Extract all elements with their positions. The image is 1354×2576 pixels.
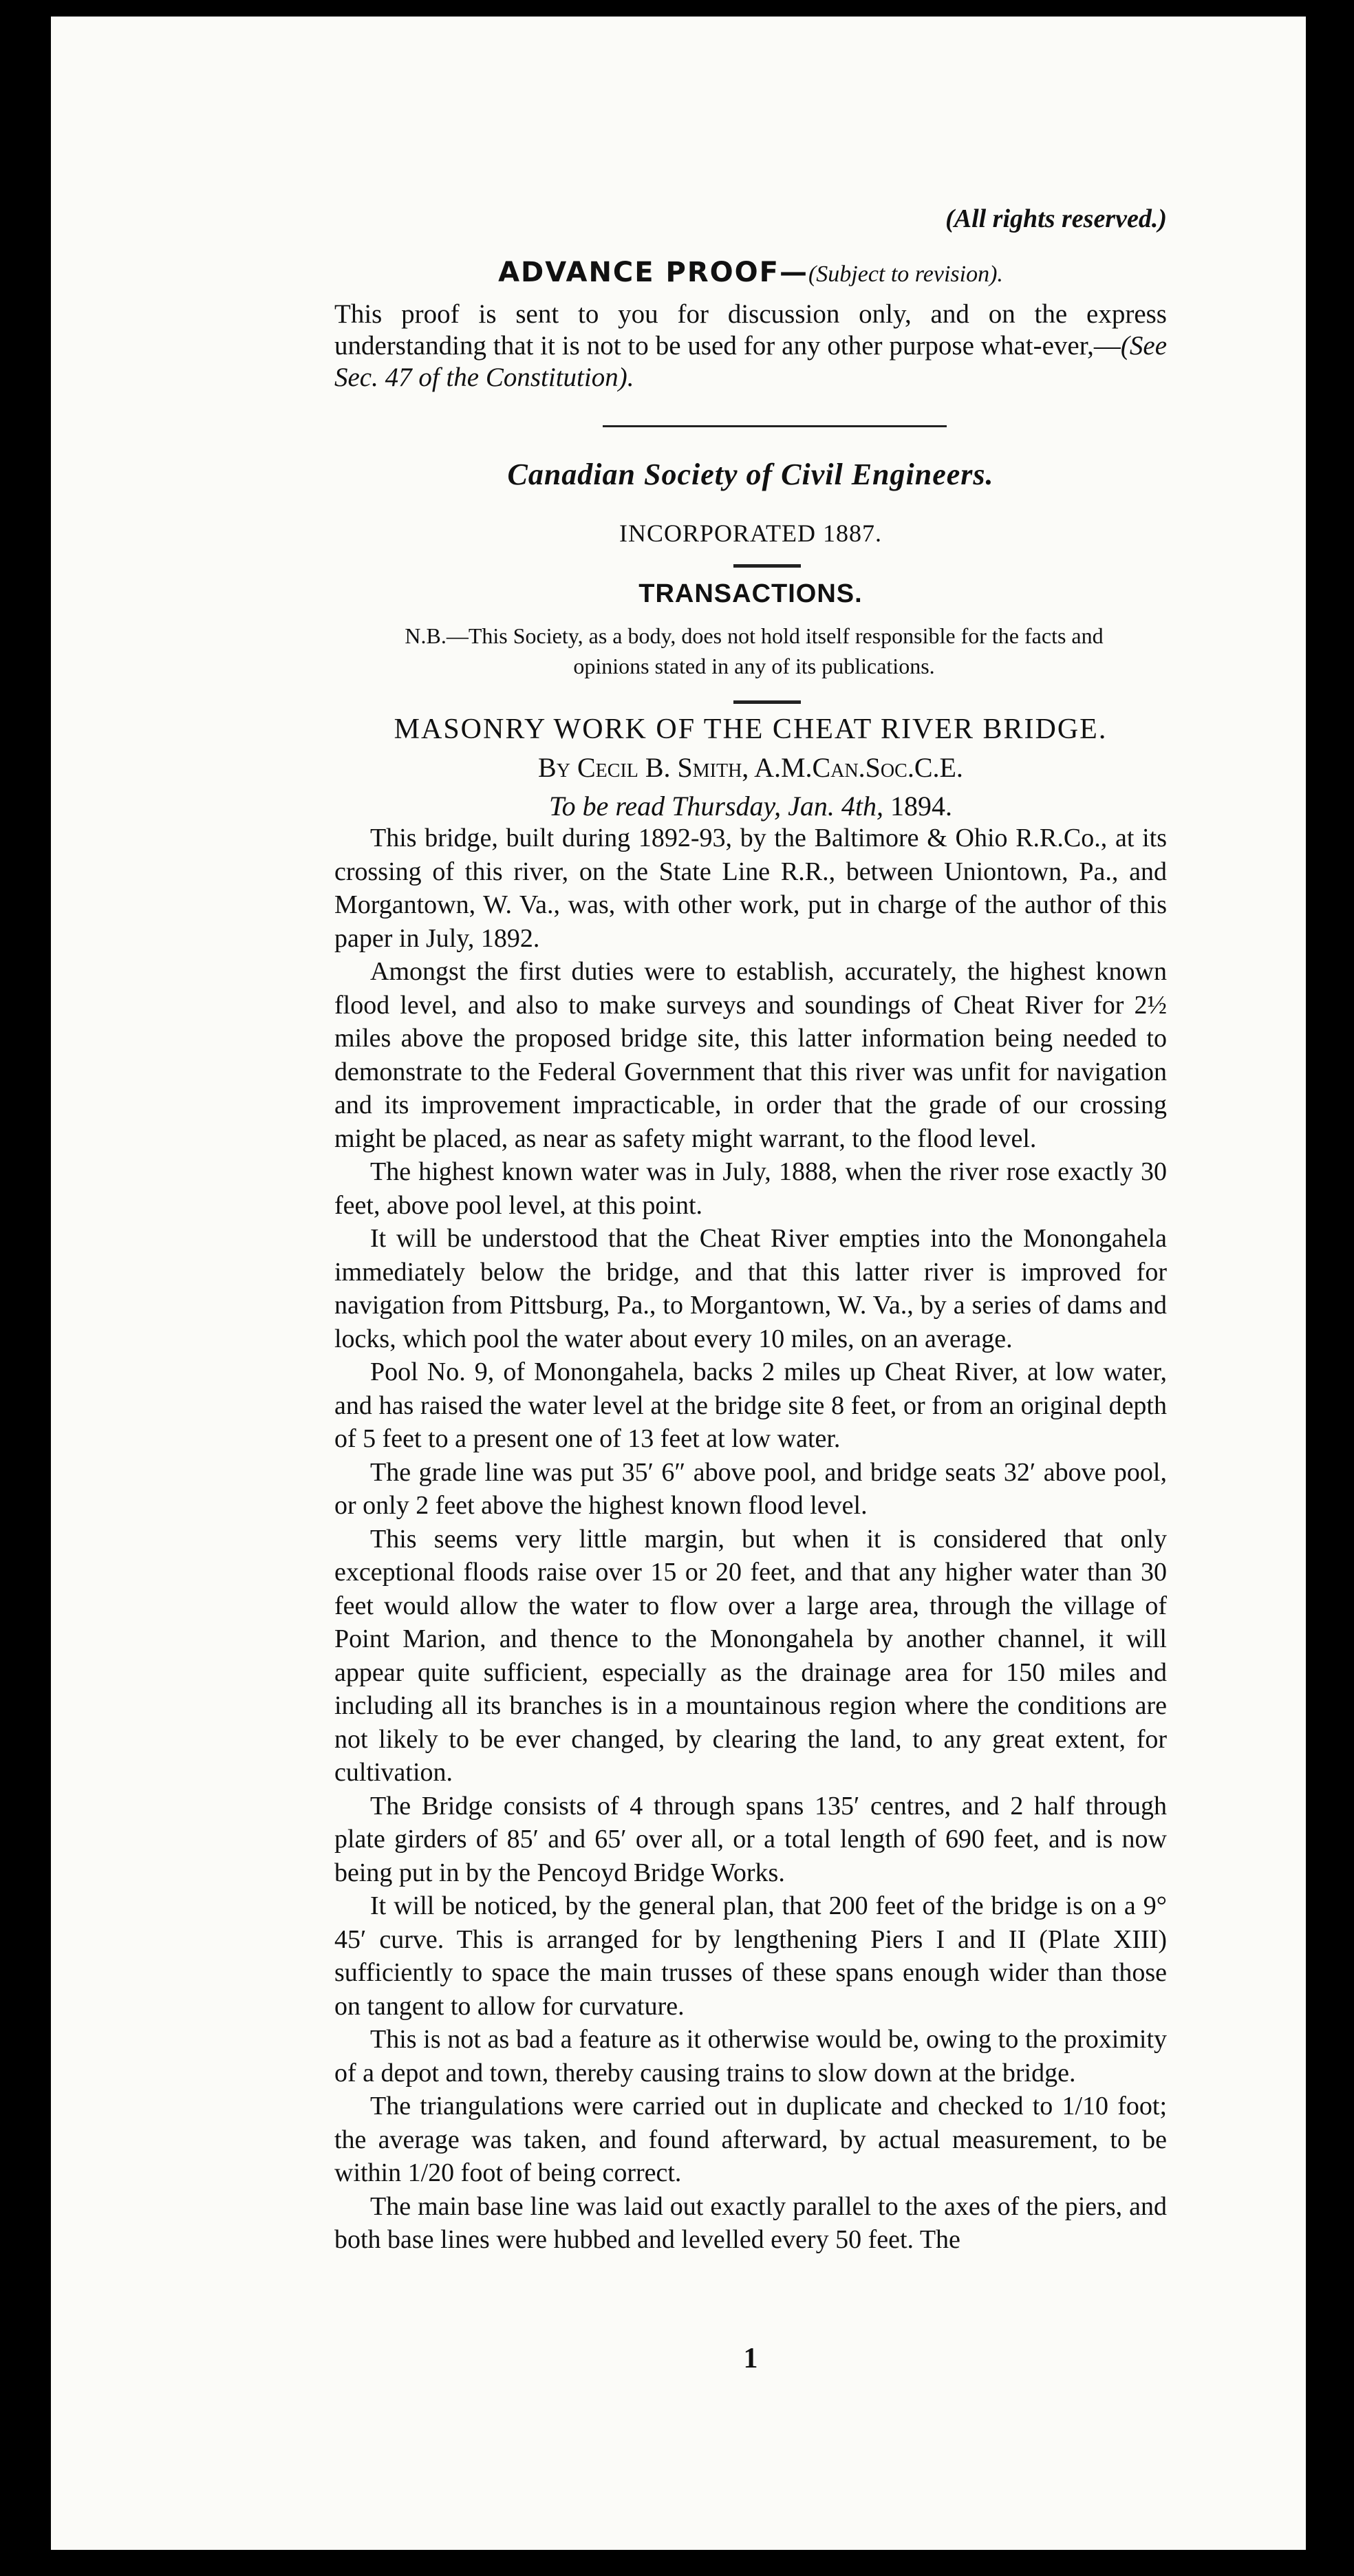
reading-date-prefix: To be read Thursday, Jan. 4th,: [549, 791, 883, 822]
paragraph: Pool No. 9, of Monongahela, backs 2 miles up Cheat River, at low water, and has raised the water level at the bridge site 8 feet, or from an original depth of 5 feet to a present one of 13 feet at low water.: [334, 1357, 1167, 1453]
paragraph: This seems very little margin, but when it is considered that only exceptional floods raise over 15 or 20 feet, and that any higher water than 30 feet would allow the water to flow over a large area, through the village of Point Marion, and thence to the Monongahela by another channel, it will appear quite sufficient, especially as the drainage area for 150 miles and including all its branches is in a mountainous region where the conditions are not likely to be ever changed, by clearing the land, to any great extent, for cultivation.: [334, 1524, 1167, 1787]
advance-proof-heading: [334, 256, 1167, 288]
article-body: [334, 822, 1167, 2257]
divider-rule: [603, 425, 947, 427]
paragraph: The Bridge consists of 4 through spans 135′ centres, and 2 half through plate girders of 85′ and 65′ over all, or a total length of 690 feet, and is now being put in by the Pencoyd Bridge Works.: [334, 1791, 1167, 1887]
paragraph: The grade line was put 35′ 6″ above pool, and bridge seats 32′ above pool, or only 2 feet above the highest known flood level.: [334, 1457, 1167, 1520]
constitution-reference: (See Sec. 47 of the Constitution).: [334, 331, 1167, 392]
paragraph: Amongst the first duties were to establish, accurately, the highest known flood level, and also to make surveys and soundings of Cheat River for 2½ miles above the proposed bridge site, this latter information being needed to demonstrate to the Federal Government that this river was unfit for navigation and its improvement impracticable, in order that the grade of our crossing might be placed, as near as safety might warrant, to the flood level.: [334, 957, 1167, 1153]
reading-date: [334, 790, 1167, 822]
rights-notice: (All rights reserved.): [945, 204, 1167, 233]
transactions-heading: TRANSACTIONS.: [638, 579, 863, 608]
short-rule: [733, 700, 801, 704]
advance-proof-label: ADVANCE PROOF—: [498, 257, 808, 288]
society-disclaimer: N.B.—This Society, as a body, does not hold itself responsible for the facts and opinions stated in any of its publications.: [405, 623, 1104, 678]
paragraph: It will be noticed, by the general plan, that 200 feet of the bridge is on a 9° 45′ curve. This is arranged for by lengthening Piers I and II (Plate XIII) sufficiently to space the main trusses of these spans enough wider than those on tangent to allow for curvature.: [334, 1891, 1167, 2021]
proof-notice-text: This proof is sent to you for discussion only, and on the express understanding that it is not to be used for any other purpose what-ever,—: [334, 299, 1167, 361]
paragraph: It will be understood that the Cheat River empties into the Monongahela immediately below the bridge, and that this latter river is improved for navigation from Pittsburg, Pa., to Morgantown, W. Va., by a series of dams and locks, which pool the water about every 10 miles, on an average.: [334, 1224, 1167, 1353]
paragraph: This bridge, built during 1892-93, by the Baltimore & Ohio R.R.Co., at its crossing of this river, on the State Line R.R., between Uniontown, Pa., and Morgantown, W. Va., was, with other work, put in charge of the author of this paper in July, 1892.: [334, 824, 1167, 953]
article-byline: By Cecil B. Smith, A.M.Can.Soc.C.E.: [538, 752, 963, 783]
document-page: [51, 17, 1306, 2550]
subject-to-revision: (Subject to revision).: [808, 261, 1003, 287]
paragraph: The highest known water was in July, 1888, when the river rose exactly 30 feet, above pool level, at this point.: [334, 1157, 1167, 1220]
proof-notice: [334, 299, 1167, 394]
short-rule: [733, 564, 801, 568]
article-title: MASONRY WORK OF THE CHEAT RIVER BRIDGE.: [394, 713, 1108, 745]
paragraph: The main base line was laid out exactly parallel to the axes of the piers, and both base lines were hubbed and levelled every 50 feet. The: [334, 2191, 1167, 2254]
incorporated-line: INCORPORATED 1887.: [619, 519, 883, 547]
reading-date-year: 1894.: [883, 791, 952, 822]
society-name: Canadian Society of Civil Engineers.: [507, 458, 994, 491]
page-number: 1: [743, 2343, 758, 2374]
paragraph: The triangulations were carried out in duplicate and checked to 1/10 foot; the average was taken, and found afterward, by actual measurement, to be within 1/20 foot of being correct.: [334, 2092, 1167, 2187]
paragraph: This is not as bad a feature as it otherwise would be, owing to the proximity of a depot and town, thereby causing trains to slow down at the bridge.: [334, 2025, 1167, 2087]
